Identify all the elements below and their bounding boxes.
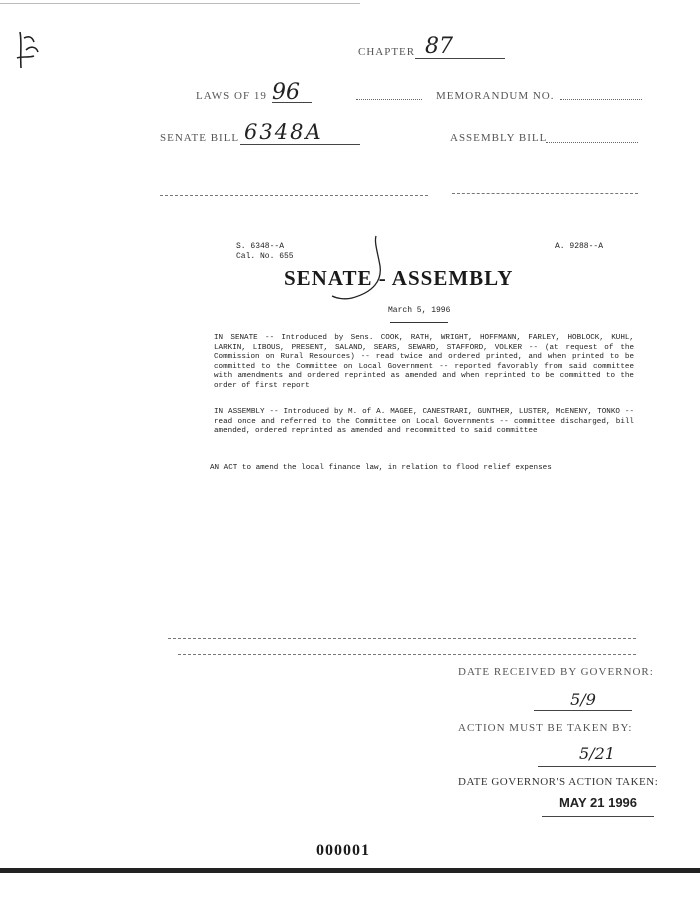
action-deadline-field: [538, 744, 656, 767]
laws-year-field: [272, 80, 312, 103]
senate-intro-block: [214, 334, 634, 392]
page-number: 000001: [316, 842, 370, 859]
bill-title: SENATE - ASSEMBLY: [284, 266, 514, 290]
chapter-value: [415, 34, 505, 59]
senate-bill-number: 6348A: [244, 120, 323, 144]
act-text: AN ACT to amend the local finance law, in relation to flood relief expenses: [210, 464, 552, 472]
action-taken-label: DATE GOVERNOR'S ACTION TAKEN:: [458, 776, 659, 788]
bill-date: March 5, 1996: [388, 306, 451, 315]
assembly-intro-text: IN ASSEMBLY -- Introduced by M. of A. MAGEE, CANESTRARI, GUNTHER, LUSTER, McENENY, TONKO -- read once and referred to the Committee on Local Governments -- committee discharged, bill amended, ordered reprinted as amended and recommitted to said committee: [214, 408, 634, 436]
act-block: [210, 464, 634, 474]
senate-bill-field: [240, 120, 360, 145]
action-deadline-label: ACTION MUST BE TAKEN BY:: [458, 722, 633, 734]
lower-rule-2: [178, 654, 636, 655]
date-received-value: 5/9: [570, 690, 596, 709]
senate-bill-label: SENATE BILL: [160, 132, 240, 144]
action-taken-stamp: MAY 21 1996: [558, 795, 638, 810]
header-rule-left: [160, 195, 428, 196]
assembly-bill-label: ASSEMBLY BILL: [450, 132, 548, 144]
laws-blank-line: [356, 99, 422, 100]
bottom-bar: [0, 868, 700, 873]
assembly-bill-field: [546, 142, 638, 143]
lower-rule-1: [168, 638, 636, 639]
chapter-number: 87: [425, 34, 453, 59]
laws-label: LAWS OF 19: [196, 90, 267, 102]
memo-field: [560, 99, 642, 100]
header-rule-right: [452, 193, 638, 194]
senate-number: S. 6348--A: [236, 242, 285, 251]
action-deadline-value: 5/21: [579, 744, 615, 763]
handwritten-initials: [14, 28, 40, 72]
date-received-field: [534, 690, 632, 711]
memo-label: MEMORANDUM NO.: [436, 90, 555, 102]
calendar-number: Cal. No. 655: [236, 252, 294, 261]
date-received-label: DATE RECEIVED BY GOVERNOR:: [458, 666, 654, 678]
assembly-intro-block: [214, 408, 634, 437]
assembly-number: A. 9288--A: [555, 242, 604, 251]
chapter-label: CHAPTER: [358, 46, 416, 58]
action-taken-field: [542, 794, 654, 817]
date-underline: [390, 322, 448, 323]
laws-year: 96: [272, 80, 300, 105]
top-rule: [0, 3, 360, 4]
senate-intro-text: IN SENATE -- Introduced by Sens. COOK, RATH, WRIGHT, HOFFMANN, FARLEY, HOBLOCK, KUHL, LARKIN, LIBOUS, PRESENT, SALAND, SEARS, SEWARD, STAFFORD, VOLKER -- (at request of the Commission on Rural Resources) -- read twice and ordered printed, and when printed to be committed to the Committee on Local Government -- reported favorably from said committee with amendments and ordered reprinted as amended and when reprinted to be committed to the order of first report: [214, 334, 634, 390]
